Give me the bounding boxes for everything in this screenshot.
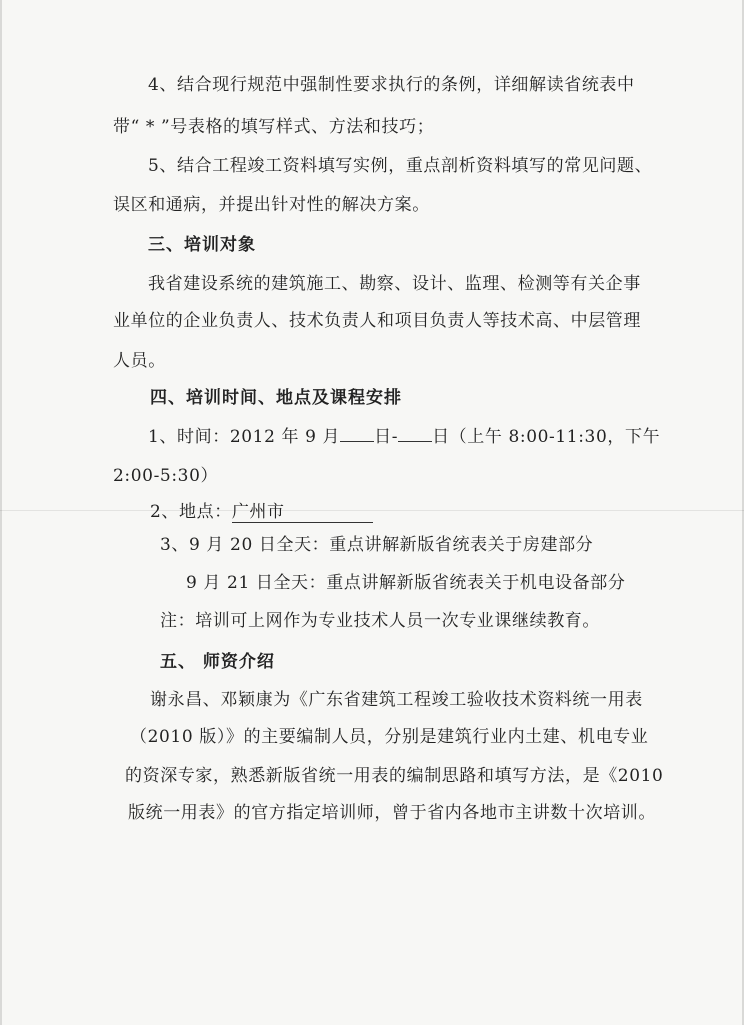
- scan-edge-left: [0, 0, 2, 1025]
- time-label: 1、时间：2012 年 9 月: [148, 427, 341, 447]
- paragraph-line: 版统一用表》的官方指定培训师，曾于省内各地市主讲数十次培训。: [128, 803, 656, 823]
- paragraph-line: 人员。: [113, 351, 166, 371]
- paragraph-line: （2010 版）》的主要编制人员，分别是建筑行业内土建、机电专业: [130, 727, 649, 747]
- time-detail: 日（上午 8:00-11:30，下午: [432, 427, 661, 447]
- paragraph-line: 我省建设系统的建筑施工、勘察、设计、监理、检测等有关企事: [148, 274, 641, 294]
- day-blank-start: [340, 425, 374, 442]
- location-value: 广州市: [232, 502, 373, 523]
- paragraph-line: 的资深专家，熟悉新版省统一用表的编制思路和填写方法，是《2010: [125, 766, 664, 786]
- location-label: 2、地点：: [150, 502, 232, 522]
- section-heading-5: 五、 师资介绍: [160, 652, 275, 672]
- paragraph-line: 9 月 21 日全天：重点讲解新版省统表关于机电设备部分: [186, 573, 626, 593]
- paragraph-line: 3、9 月 20 日全天：重点讲解新版省统表关于房建部分: [160, 535, 594, 555]
- day-separator: 日-: [374, 427, 399, 447]
- paragraph-line: 业单位的企业负责人、技术负责人和项目负责人等技术高、中层管理: [113, 311, 641, 331]
- paragraph-line: 4、结合现行规范中强制性要求执行的条例，详细解读省统表中: [148, 75, 635, 95]
- time-line: [148, 425, 660, 448]
- paragraph-line: 带“ * ”号表格的填写样式、方法和技巧；: [113, 117, 435, 137]
- paragraph-line: 5、结合工程竣工资料填写实例，重点剖析资料填写的常见问题、: [148, 156, 653, 176]
- paragraph-line: 谢永昌、邓颖康为《广东省建筑工程竣工验收技术资料统一用表: [150, 690, 643, 710]
- day-blank-end: [398, 425, 432, 442]
- paragraph-line: 误区和通病，并提出针对性的解决方案。: [113, 195, 430, 215]
- section-heading-4: 四、培训时间、地点及课程安排: [150, 388, 402, 408]
- note-line: 注：培训可上网作为专业技术人员一次专业课继续教育。: [160, 611, 600, 631]
- section-heading-3: 三、培训对象: [148, 235, 256, 255]
- paragraph-line: 2:00-5:30）: [113, 466, 219, 486]
- location-line: [150, 501, 373, 523]
